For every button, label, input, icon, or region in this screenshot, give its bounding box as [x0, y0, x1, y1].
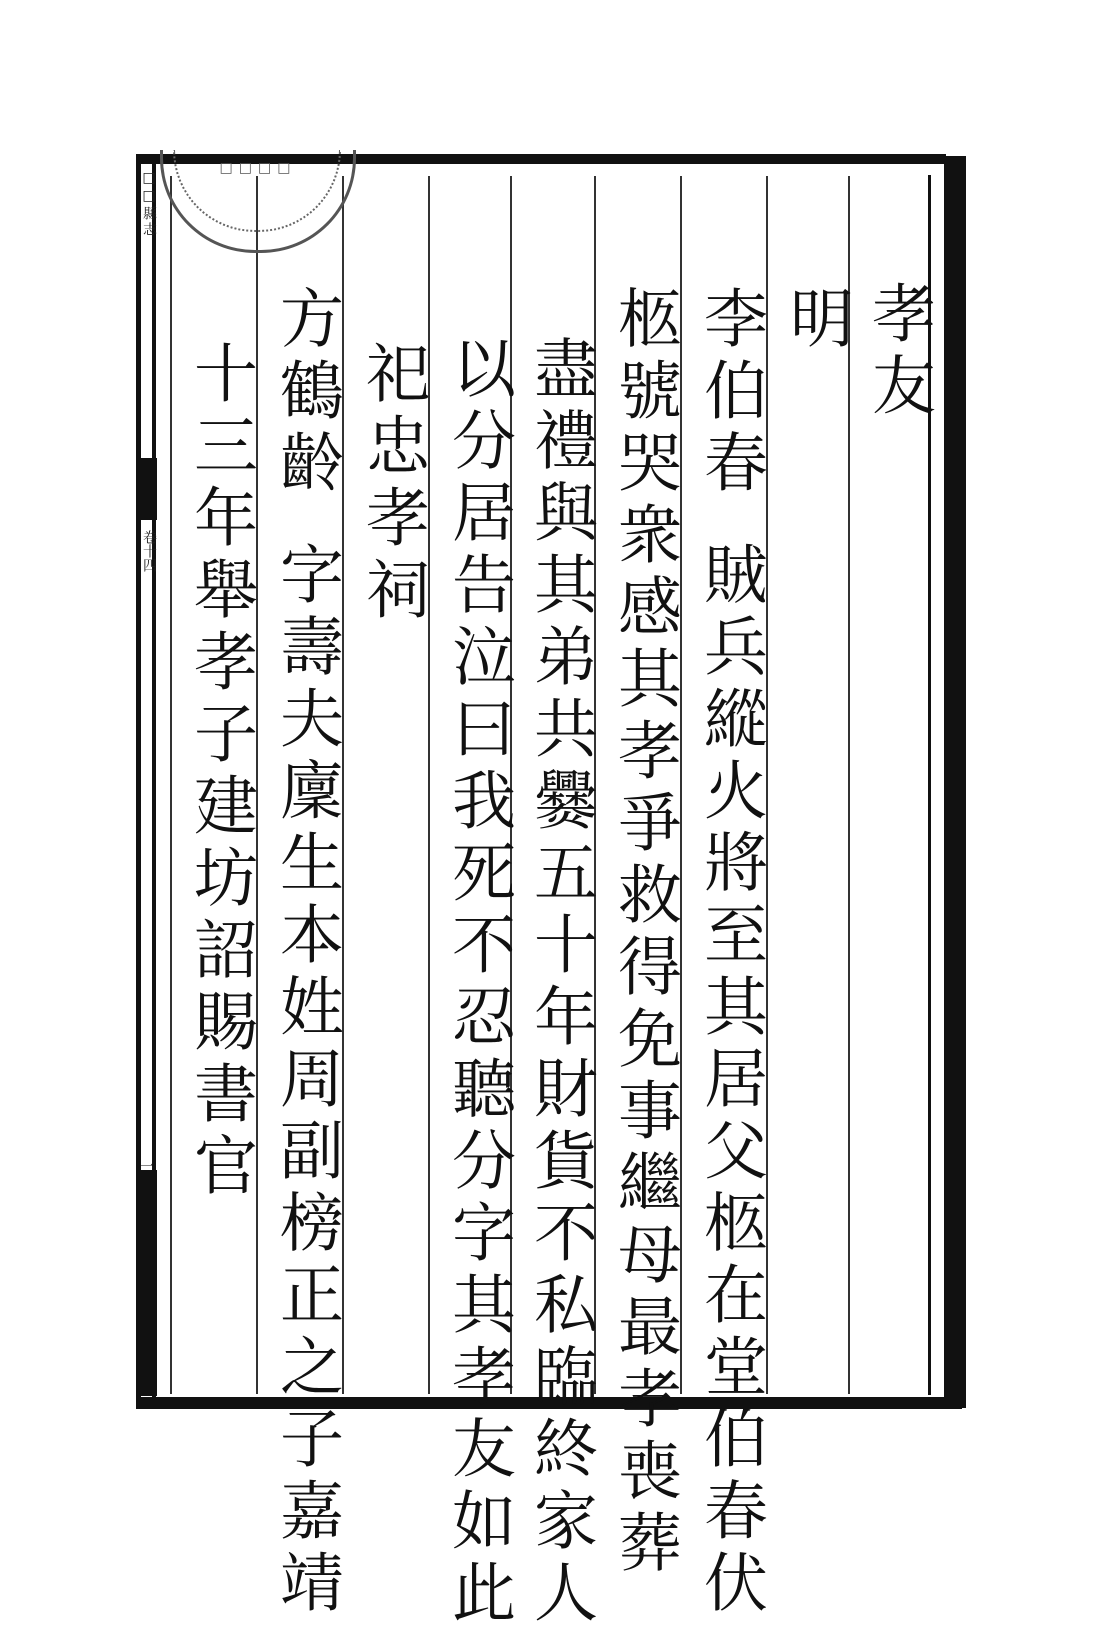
biography-text: 字壽夫廩生本姓周副榜正之子嘉靖 — [269, 541, 343, 1621]
text-column: 柩號哭衆感其孝爭救得免事繼母最孝喪葬 — [607, 285, 681, 1581]
section-heading-xiaoyou: 孝友 — [861, 280, 935, 424]
text-column: 盡禮與其弟共爨五十年財貨不私臨終家人 — [523, 335, 597, 1631]
dynasty-heading-ming: 明 — [779, 285, 853, 357]
library-seal — [160, 150, 356, 253]
seal-text: □□□□ — [219, 160, 297, 176]
frame-right-border — [944, 156, 966, 1408]
column-rule — [848, 176, 850, 1394]
text-column-shrine: 祀忠孝祠 — [355, 340, 429, 628]
column-rule — [170, 176, 172, 1394]
biography-text: 賊兵縱火將至其居父柩在堂伯春伏 — [693, 541, 767, 1621]
banxin-fishtail-mark — [141, 458, 157, 520]
person-name-li-bochun: 李伯春 — [693, 285, 767, 501]
text-column-fang-heling — [266, 285, 346, 1621]
banxin-title: □□縣志 — [141, 170, 157, 238]
text-column-li-bochun — [690, 285, 770, 1621]
banxin-juan-number: 卷十四 — [141, 530, 157, 572]
banxin-page-number: 一 — [136, 1158, 155, 1174]
text-column: 十三年舉孝子建坊詔賜書官 — [183, 340, 257, 1204]
banxin-bottom-block — [141, 1170, 157, 1396]
text-column: 以分居告泣曰我死不忍聽分字其孝友如此 — [441, 335, 515, 1631]
person-name-fang-heling: 方鶴齡 — [269, 285, 343, 501]
